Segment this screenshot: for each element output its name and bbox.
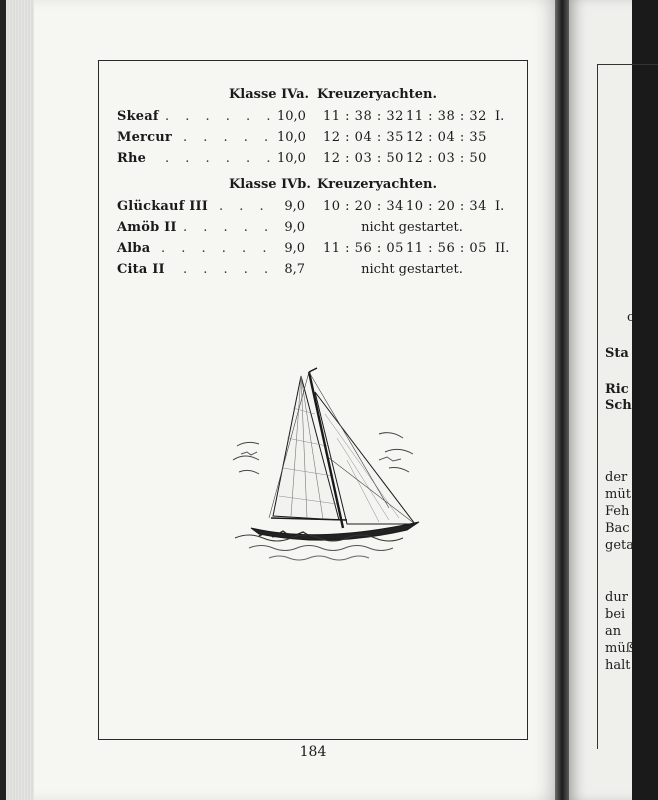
result-row <box>99 109 527 131</box>
text-fragment: Feh <box>605 504 630 519</box>
rating-value: 8,7 <box>284 262 305 277</box>
yacht-name: Glückauf III <box>117 199 209 214</box>
class-label: Klasse IVb. <box>229 177 311 192</box>
text-fragment: der <box>605 470 628 485</box>
leader-dots: . . . <box>219 199 270 214</box>
text-fragment: bei <box>605 607 626 622</box>
leader-dots: . . . . . . <box>165 151 277 166</box>
corrected-time: 12 : 04 : 35 <box>406 130 487 145</box>
section-heading <box>99 177 527 199</box>
class-label: Klasse IVa. <box>229 87 310 102</box>
status-note: nicht gestartet. <box>361 262 463 277</box>
text-fragment: müt <box>605 487 631 502</box>
yacht-type-label: Kreuzeryachten. <box>317 87 437 102</box>
status-note: nicht gestartet. <box>361 220 463 235</box>
elapsed-time: 11 : 56 : 05 <box>323 241 404 256</box>
text-fragment: Ric <box>605 382 629 397</box>
rating-value: 10,0 <box>277 130 306 145</box>
result-row <box>99 241 527 263</box>
text-fragment: Sta <box>605 346 629 361</box>
placement: II. <box>495 241 510 256</box>
yacht-name: Skeaf <box>117 109 159 124</box>
text-fragment: an <box>605 624 622 639</box>
rating-value: 10,0 <box>277 109 306 124</box>
text-fragment: Bac <box>605 521 630 536</box>
corrected-time: 10 : 20 : 34 <box>406 199 487 214</box>
elapsed-time: 10 : 20 : 34 <box>323 199 404 214</box>
page-edges <box>6 0 34 800</box>
elapsed-time: 12 : 04 : 35 <box>323 130 404 145</box>
rating-value: 9,0 <box>284 199 305 214</box>
result-row <box>99 199 527 221</box>
placement: I. <box>495 109 505 124</box>
page-number: 184 <box>299 744 327 760</box>
corrected-time: 11 : 38 : 32 <box>406 109 487 124</box>
yacht-name: Amöb II <box>117 220 177 235</box>
placement: I. <box>495 199 505 214</box>
book-gutter <box>555 0 569 800</box>
text-fragment: dur <box>605 590 628 605</box>
leader-dots: . . . . . . <box>165 109 277 124</box>
corrected-time: 12 : 03 : 50 <box>406 151 487 166</box>
leader-dots: . . . . . <box>183 130 275 145</box>
rating-value: 9,0 <box>284 241 305 256</box>
result-row <box>99 220 527 242</box>
text-fragment: geta <box>605 538 634 553</box>
right-page <box>569 0 635 800</box>
yacht-name: Alba <box>117 241 151 256</box>
leader-dots: . . . . . <box>183 262 275 277</box>
leader-dots: . . . . . <box>183 220 275 235</box>
text-fragment: Sch <box>605 398 632 413</box>
rating-value: 9,0 <box>284 220 305 235</box>
leader-dots: . . . . . . <box>161 241 273 256</box>
corrected-time: 11 : 56 : 05 <box>406 241 487 256</box>
section-heading <box>99 87 527 109</box>
elapsed-time: 12 : 03 : 50 <box>323 151 404 166</box>
rating-value: 10,0 <box>277 151 306 166</box>
yacht-name: Cita II <box>117 262 165 277</box>
text-fragment: halt <box>605 658 631 673</box>
yacht-name: Rhe <box>117 151 147 166</box>
text-fragment: c <box>627 310 635 325</box>
yacht-name: Mercur <box>117 130 172 145</box>
text-fragment: müß <box>605 641 635 656</box>
yacht-type-label: Kreuzeryachten. <box>317 177 437 192</box>
sailboat-icon <box>229 368 427 570</box>
result-row <box>99 262 527 284</box>
result-row <box>99 151 527 173</box>
result-row <box>99 130 527 152</box>
elapsed-time: 11 : 38 : 32 <box>323 109 404 124</box>
